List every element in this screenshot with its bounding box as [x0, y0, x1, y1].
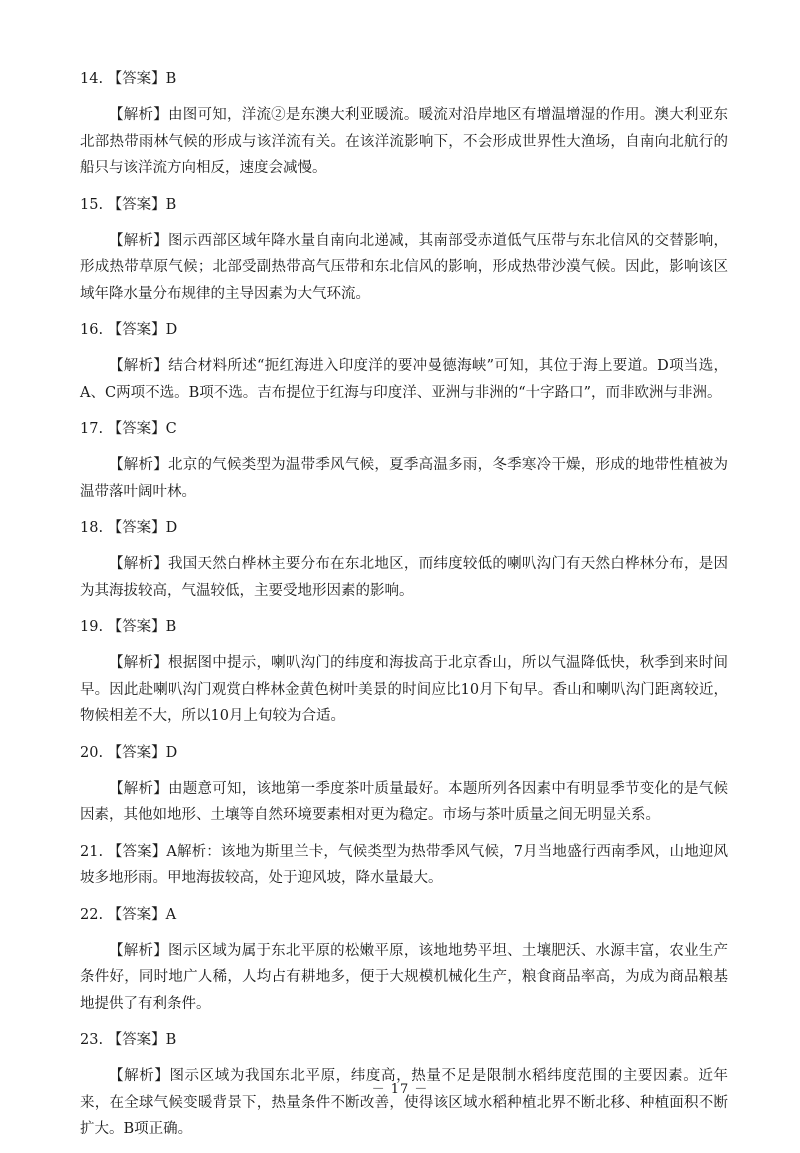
- answer-sheet: [80, 66, 728, 1153]
- explanation-text: 【解析】北京的气候类型为温带季风气候，夏季高温多雨，冬季寒冷干燥，形成的地带性植被为温带落叶阔叶林。: [80, 457, 728, 500]
- answer-line-with-explanation: 21. 【答案】A解析：该地为斯里兰卡，气候类型为热带季风气候，7月当地盛行西南季风，山地迎风坡多地形雨。甲地海拔较高，处于迎风坡，降水量最大。: [80, 843, 728, 886]
- explanation-text: 【解析】图示西部区域年降水量自南向北递减，其南部受赤道低气压带与东北信风的交替影响，形成热带草原气候；北部受副热带高气压带和东北信风的影响，形成热带沙漠气候。因此，影响该区域年降水量分布规律的主导因素为大气环流。: [80, 232, 728, 302]
- answer-item-17: [80, 416, 728, 505]
- answer-line: 17. 【答案】C: [80, 421, 177, 437]
- answer-line: 22. 【答案】A: [80, 906, 177, 923]
- answer-item-16: [80, 317, 728, 406]
- answer-line: 23. 【答案】B: [80, 1032, 177, 1048]
- answer-item-15: [80, 192, 728, 308]
- answer-line: 15. 【答案】B: [80, 196, 177, 213]
- answer-line: 20. 【答案】D: [80, 744, 178, 761]
- explanation-text: 【解析】结合材料所述“扼红海进入印度洋的要冲曼德海峡”可知，其位于海上要道。D项当选，A、C两项不选。B项不选。吉布提位于红海与印度洋、亚洲与非洲的“十字路口”，而非欧洲与非洲。: [80, 358, 728, 401]
- answer-line: 19. 【答案】B: [80, 619, 177, 635]
- page-number: － 17 －: [371, 1082, 429, 1097]
- explanation-text: 【解析】我国天然白桦林主要分布在东北地区，而纬度较低的喇叭沟门有天然白桦林分布，是因为其海拔较高，气温较低，主要受地形因素的影响。: [80, 556, 728, 599]
- explanation-text: 【解析】根据图中提示，喇叭沟门的纬度和海拔高于北京香山，所以气温降低快，秋季到来时间早。因此赴喇叭沟门观赏白桦林金黄色树叶美景的时间应比10月下旬早。香山和喇叭沟门距离较近，物候相差不大，所以10月上旬较为合适。: [80, 655, 728, 724]
- explanation-text: 【解析】由题意可知，该地第一季度茶叶质量最好。本题所列各因素中有明显季节变化的是气候因素，其他如地形、土壤等自然环境要素相对更为稳定。市场与茶叶质量之间无明显关系。: [80, 780, 728, 823]
- answer-line: 18. 【答案】D: [80, 520, 178, 536]
- answer-item-19: [80, 614, 728, 730]
- explanation-text: 【解析】图示区域为属于东北平原的松嫩平原，该地地势平坦、土壤肥沃、水源丰富，农业生产条件好，同时地广人稀，人均占有耕地多，便于大规模机械化生产，粮食商品率高，为成为商品粮基地提供了有利条件。: [80, 942, 728, 1012]
- answer-item-21: [80, 839, 728, 892]
- explanation-text: 【解析】图示区域为我国东北平原，纬度高，热量不足是限制水稻纬度范围的主要因素。近年来，在全球气候变暖背景下，热量条件不断改善，使得该区域水稻种植北界不断北移、种植面积不断扩大。B项正确。: [80, 1068, 728, 1137]
- answer-item-22: [80, 902, 728, 1018]
- answer-item-14: [80, 66, 728, 182]
- answer-item-20: [80, 740, 728, 829]
- explanation-text: 【解析】由图可知，洋流②是东澳大利亚暖流。暖流对沿岸地区有增温增湿的作用。澳大利亚东北部热带雨林气候的形成与该洋流有关。在该洋流影响下，不会形成世界性大渔场，自南向北航行的船只与该洋流方向相反，速度会减慢。: [80, 107, 728, 176]
- answer-line: 14. 【答案】B: [80, 71, 177, 87]
- answer-line: 16. 【答案】D: [80, 322, 178, 338]
- answer-item-18: [80, 515, 728, 604]
